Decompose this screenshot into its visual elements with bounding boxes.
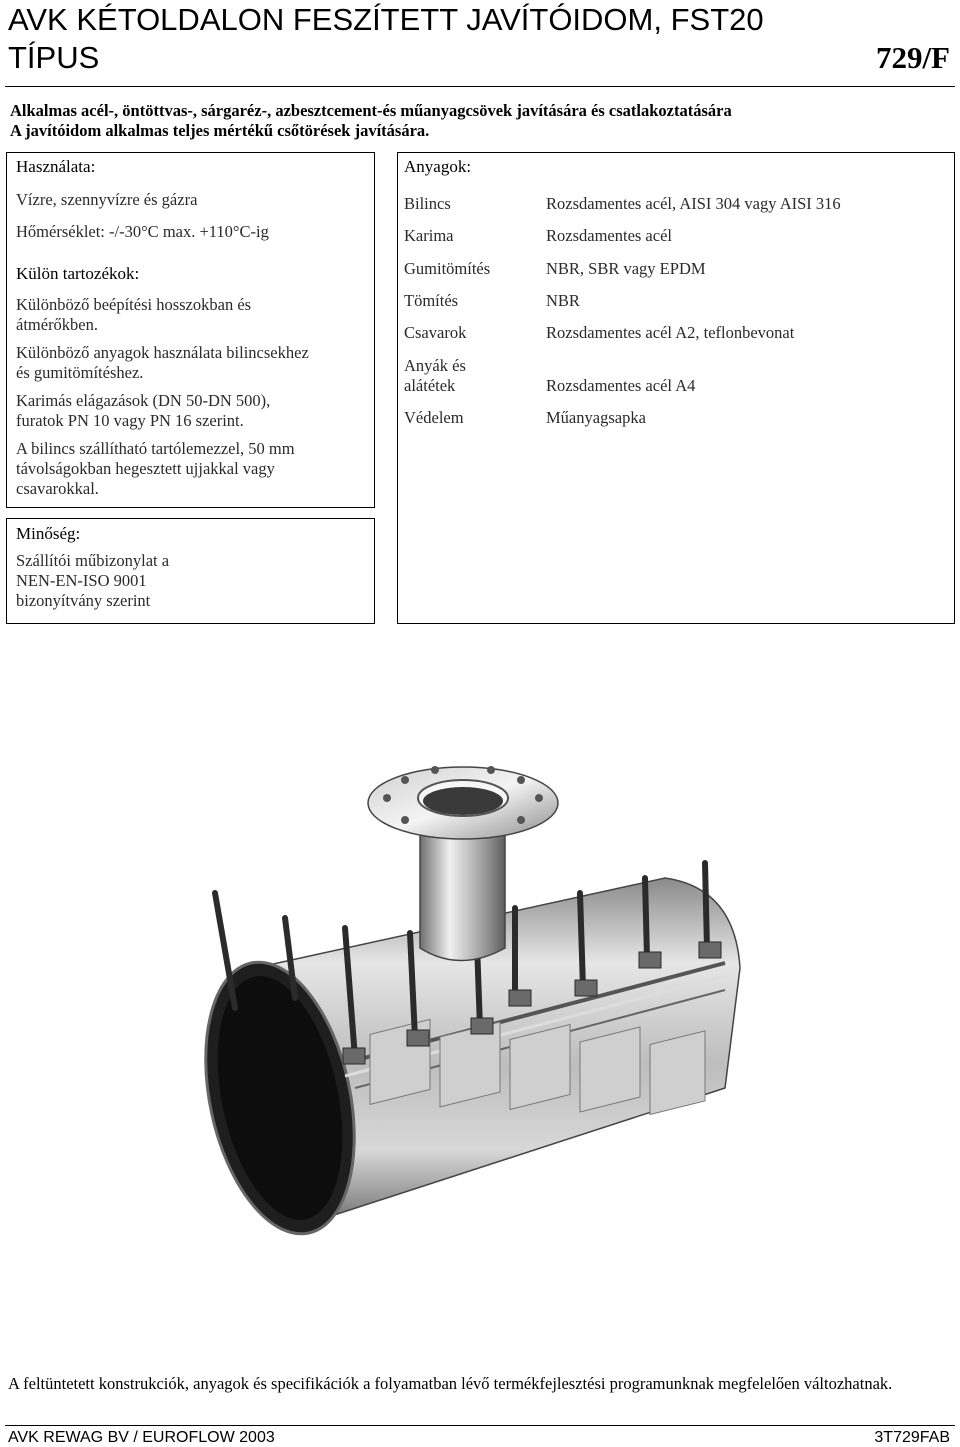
accessory-item-3: Karimás elágazások (DN 50-DN 500), furatok PN 10 vagy PN 16 szerint. — [16, 391, 271, 430]
intro-line2: A javítóidom alkalmas teljes mértékű csőtörések javítására. — [10, 121, 430, 140]
quality-text: Szállítói műbizonylat a NEN-EN-ISO 9001 bizonyítvány szerint — [16, 551, 170, 610]
usage-heading: Használata: — [16, 157, 96, 176]
material-name-tomites: Tömítés — [404, 291, 459, 310]
material-value-vedelem: Műanyagsapka — [546, 408, 646, 427]
usage-line1: Vízre, szennyvízre és gázra — [16, 190, 198, 209]
material-name-csavarok: Csavarok — [404, 323, 467, 342]
material-value-tomites: NBR — [546, 291, 580, 310]
material-value-bilincs: Rozsdamentes acél, AISI 304 vagy AISI 316 — [546, 194, 841, 213]
usage-line2: Hőmérséklet: -/-30°C max. +110°C-ig — [16, 222, 269, 241]
material-value-anyak: Rozsdamentes acél A4 — [546, 376, 696, 395]
material-value-karima: Rozsdamentes acél — [546, 226, 672, 245]
material-name-bilincs: Bilincs — [404, 194, 451, 213]
footer-left: AVK REWAG BV / EUROFLOW 2003 — [8, 1429, 275, 1446]
accessory-item-4: A bilincs szállítható tartólemezzel, 50 mm távolságokban hegesztett ujjakkal vagy csavarokkal. — [16, 439, 295, 498]
material-name-vedelem: Védelem — [404, 408, 464, 427]
accessory-item-2: Különböző anyagok használata bilincsekhez és gumitömítéshez. — [16, 343, 309, 382]
quality-heading: Minőség: — [16, 524, 81, 543]
material-name-gumitomites: Gumitömítés — [404, 259, 491, 278]
product-code: 729/F — [875, 40, 950, 75]
accessories-heading: Külön tartozékok: — [16, 264, 140, 283]
materials-heading: Anyagok: — [404, 157, 472, 176]
materials-box — [397, 152, 955, 624]
quality-box — [6, 518, 375, 624]
material-value-gumitomites: NBR, SBR vagy EPDM — [546, 259, 706, 278]
footer-right: 3T729FAB — [874, 1429, 950, 1446]
document-title-line2: TÍPUS — [8, 40, 100, 75]
material-name-anyak: Anyák és alátétek — [404, 356, 466, 395]
header-rule — [5, 86, 955, 87]
repair-clamp-illustration — [195, 758, 785, 1298]
material-name-karima: Karima — [404, 226, 454, 245]
footer-note: A feltüntetett konstrukciók, anyagok és specifikációk a folyamatban lévő termékfejlesztési programunknak megfelelően változhatnak. — [8, 1374, 893, 1393]
intro-line1: Alkalmas acél-, öntöttvas-, sárgaréz-, azbesztcement-és műanyagcsövek javítására és csatlakoztatására — [10, 101, 732, 120]
accessory-item-1: Különböző beépítési hosszokban és átmérőkben. — [16, 295, 252, 334]
material-value-csavarok: Rozsdamentes acél A2, teflonbevonat — [546, 323, 795, 342]
usage-box — [6, 152, 375, 508]
document-title-line1: AVK KÉTOLDALON FESZÍTETT JAVÍTÓIDOM, FST20 — [8, 2, 764, 37]
footer-rule — [5, 1425, 955, 1426]
